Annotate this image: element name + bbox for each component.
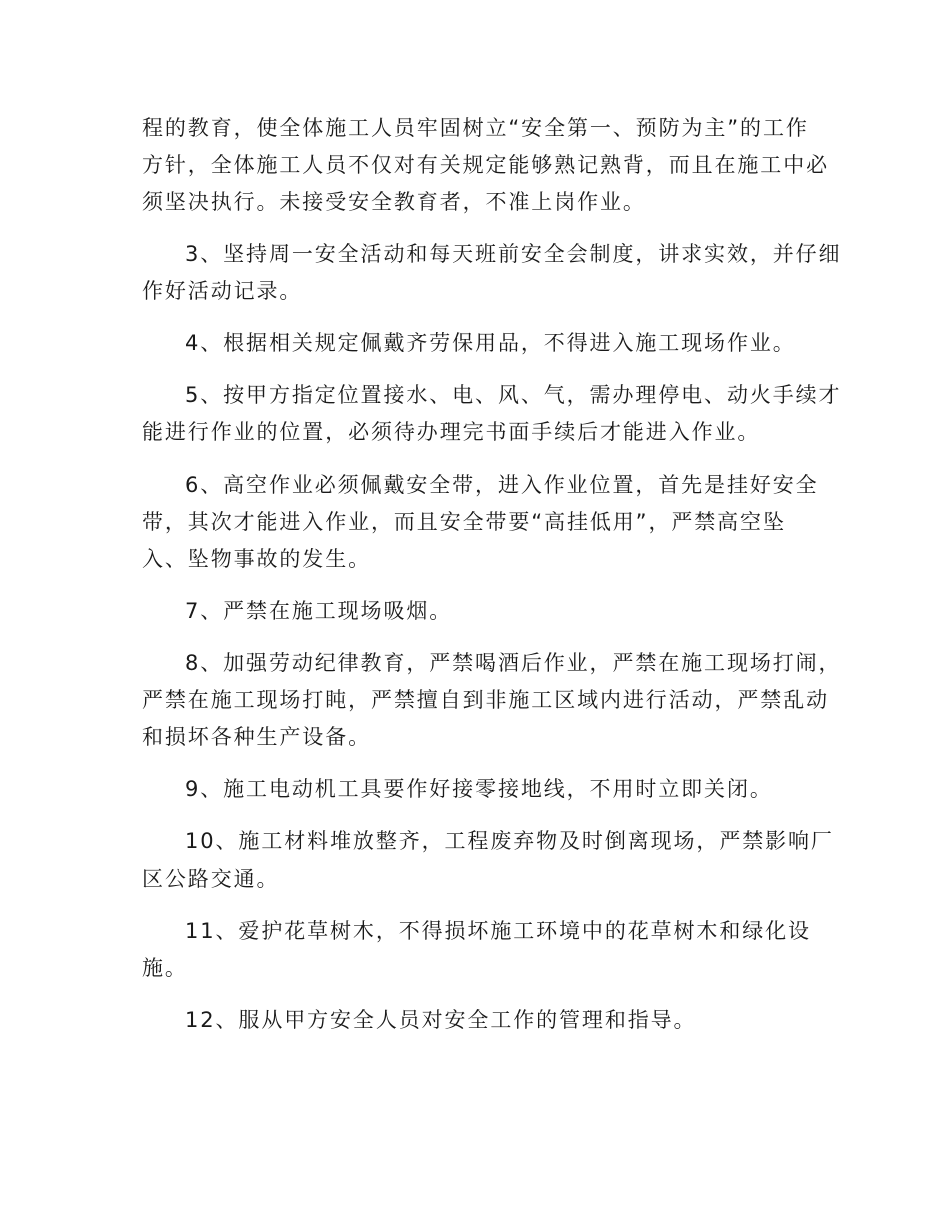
paragraph-line: 8、加强劳动纪律教育，严禁喝酒后作业，严禁在施工现场打闹，	[185, 651, 842, 675]
paragraph-line: 12、服从甲方安全人员对安全工作的管理和指导。	[185, 1008, 697, 1032]
paragraph-line: 和损坏各种生产设备。	[142, 725, 371, 749]
paragraph-line: 入、坠物事故的发生。	[142, 547, 371, 571]
paragraph-line: 3、坚持周一安全活动和每天班前安全会制度，讲求实效，并仔细	[185, 242, 842, 266]
paragraph-line: 严禁在施工现场打盹，严禁擅自到非施工区域内进行活动，严禁乱动	[142, 688, 829, 712]
paragraph-line: 带，其次才能进入作业，而且安全带要“高挂低用”，严禁高空坠	[142, 510, 786, 534]
paragraph-line: 6、高空作业必须佩戴安全带，进入作业位置，首先是挂好安全	[185, 473, 819, 497]
paragraph-line: 施。	[142, 956, 188, 980]
paragraph-line: 能进行作业的位置，必须待办理完书面手续后才能进入作业。	[142, 420, 761, 444]
paragraph-line: 5、按甲方指定位置接水、电、风、气，需办理停电、动火手续才	[185, 383, 842, 407]
paragraph-line: 方针，全体施工人员不仅对有关规定能够熟记熟背，而且在施工中必	[142, 153, 829, 177]
paragraph-line: 7、严禁在施工现场吸烟。	[185, 599, 453, 623]
paragraph-line: 11、爱护花草树木，不得损坏施工环境中的花草树木和绿化设	[185, 919, 811, 943]
paragraph-line: 4、根据相关规定佩戴齐劳保用品，不得进入施工现场作业。	[185, 331, 796, 355]
paragraph-line: 作好活动记录。	[142, 279, 303, 303]
paragraph-line: 须坚决执行。未接受安全教育者，不准上岗作业。	[142, 190, 646, 214]
paragraph-line: 10、施工材料堆放整齐，工程废弃物及时倒离现场，严禁影响厂	[185, 829, 834, 853]
paragraph-line: 9、施工电动机工具要作好接零接地线，不用时立即关闭。	[185, 777, 773, 801]
paragraph-line: 区公路交通。	[142, 867, 280, 891]
paragraph-line: 程的教育，使全体施工人员牢固树立“安全第一、预防为主”的工作	[142, 116, 809, 140]
